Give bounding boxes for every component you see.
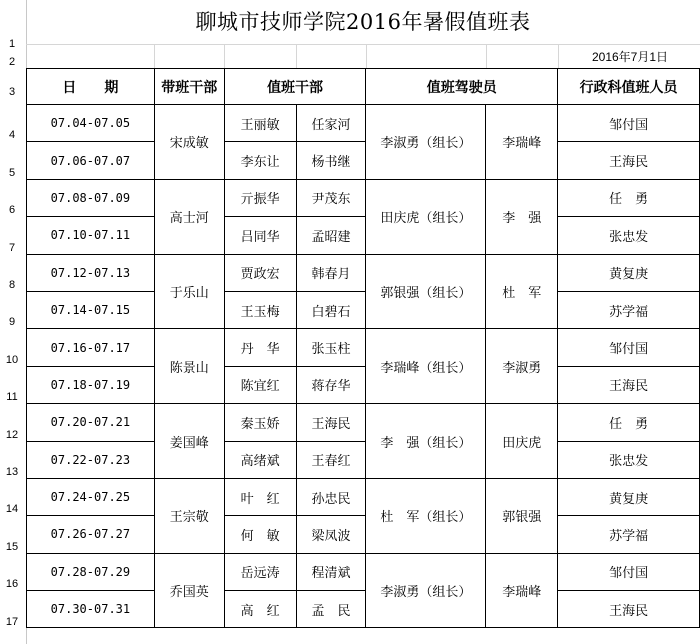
date-cell: 07.16-07.17 [27,329,155,366]
gridline [486,44,487,68]
duty-cell: 尹茂东 [296,179,366,216]
date-cell: 07.26-07.27 [27,516,155,553]
lead-cell: 高士河 [154,179,224,254]
duty-cell: 王海民 [296,404,366,441]
gridline [296,44,297,68]
table-row [27,441,700,478]
date-label: 2016年7月1日 [591,50,669,64]
row-number: 16 [5,578,19,591]
driver-leader-cell: 李淑勇（组长） [366,553,486,628]
row-number: 6 [8,204,16,217]
duty-cell: 亓振华 [224,179,296,216]
table-row [27,478,700,515]
lead-cell: 姜国峰 [154,404,224,479]
driver-leader-cell: 杜 军（组长） [366,478,486,553]
admin-cell: 张忠发 [558,441,700,478]
lead-cell: 陈景山 [154,329,224,404]
date-cell: 07.18-07.19 [27,366,155,403]
table-row [27,105,700,142]
driver-leader-cell: 李淑勇（组长） [366,105,486,180]
duty-cell: 王玉梅 [224,291,296,328]
row-number: 7 [8,241,16,254]
admin-cell: 苏学福 [558,291,700,328]
row-number: 13 [5,466,19,478]
gridline [558,44,559,68]
driver-cell: 李 强 [486,179,558,254]
driver-cell: 杜 军 [486,254,558,329]
admin-cell: 张忠发 [558,217,700,254]
date-cell: 07.20-07.21 [27,404,155,441]
row-number: 15 [5,540,19,553]
row-number: 10 [5,353,19,366]
duty-cell: 王丽敏 [224,105,296,142]
table-row [27,591,700,628]
table-row [27,329,700,366]
row-number: 8 [8,279,16,291]
duty-cell: 吕同华 [224,217,296,254]
driver-cell: 李瑞峰 [486,553,558,628]
duty-cell: 孟昭建 [296,217,366,254]
date-cell: 07.08-07.09 [27,179,155,216]
lead-cell: 王宗敬 [154,478,224,553]
duty-cell: 韩春月 [296,254,366,291]
driver-leader-cell: 李瑞峰（组长） [366,329,486,404]
header-row [27,69,700,105]
table-row [27,254,700,291]
duty-cell: 高 红 [224,591,296,628]
admin-cell: 邹付国 [558,329,700,366]
duty-cell: 李东让 [224,142,296,179]
duty-cell: 孟 民 [296,591,366,628]
driver-cell: 李淑勇 [486,329,558,404]
header-admin: 行政科值班人员 [558,69,700,105]
driver-leader-cell: 田庆虎（组长） [366,179,486,254]
page-title: 聊城市技师学院2016年暑假值班表 [195,10,531,34]
lead-cell: 乔国英 [154,553,224,628]
duty-cell: 程清斌 [296,553,366,590]
duty-cell: 叶 红 [224,478,296,515]
gridline [26,44,700,45]
driver-leader-cell: 郭银强（组长） [366,254,486,329]
gridline [224,44,225,68]
admin-cell: 任 勇 [558,179,700,216]
row-number: 14 [5,503,19,516]
lead-cell: 于乐山 [154,254,224,329]
row-number: 11 [6,391,18,404]
duty-cell: 秦玉娇 [224,404,296,441]
duty-cell: 陈宜红 [224,366,296,403]
admin-cell: 王海民 [558,591,700,628]
gridline [154,44,155,68]
admin-cell: 邹付国 [558,553,700,590]
date-cell: 07.10-07.11 [27,217,155,254]
date-cell: 07.24-07.25 [27,478,155,515]
duty-cell: 岳远涛 [224,553,296,590]
date-cell: 07.14-07.15 [27,291,155,328]
duty-cell: 王春红 [296,441,366,478]
row-header-column [0,0,27,644]
row-number: 4 [8,129,16,142]
duty-cell: 何 敏 [224,516,296,553]
duty-cell: 杨书继 [296,142,366,179]
schedule-table [26,68,700,628]
lead-cell: 宋成敏 [154,105,224,180]
driver-cell: 郭银强 [486,478,558,553]
table-row [27,516,700,553]
driver-cell: 李瑞峰 [486,105,558,180]
duty-cell: 高绪斌 [224,441,296,478]
row-number: 9 [8,316,16,329]
table-row [27,217,700,254]
admin-cell: 王海民 [558,366,700,403]
table-row [27,404,700,441]
date-cell: 07.22-07.23 [27,441,155,478]
admin-cell: 邹付国 [558,105,700,142]
header-driver: 值班驾驶员 [366,69,558,105]
header-date: 日 期 [27,69,155,105]
row-number: 1 [8,38,16,50]
table-row [27,142,700,179]
row-number: 17 [5,615,19,628]
admin-cell: 任 勇 [558,404,700,441]
date-cell: 07.30-07.31 [27,591,155,628]
table-row [27,553,700,590]
admin-cell: 黄复庚 [558,478,700,515]
row-number: 12 [5,428,19,441]
driver-cell: 田庆虎 [486,404,558,479]
duty-cell: 任家河 [296,105,366,142]
date-cell: 07.06-07.07 [27,142,155,179]
row-number: 5 [8,166,16,179]
date-cell: 07.04-07.05 [27,105,155,142]
table-row [27,179,700,216]
date-cell: 07.12-07.13 [27,254,155,291]
header-lead: 带班干部 [154,69,224,105]
duty-cell: 丹 华 [224,329,296,366]
date-cell: 07.28-07.29 [27,553,155,590]
admin-cell: 苏学福 [558,516,700,553]
table-row [27,291,700,328]
gridline [366,44,367,68]
header-duty: 值班干部 [224,69,366,105]
driver-leader-cell: 李 强（组长） [366,404,486,479]
duty-cell: 梁凤波 [296,516,366,553]
admin-cell: 王海民 [558,142,700,179]
duty-cell: 孙忠民 [296,478,366,515]
row-number: 2 [8,56,16,68]
duty-cell: 张玉柱 [296,329,366,366]
duty-cell: 贾政宏 [224,254,296,291]
row-number: 3 [8,86,16,98]
admin-cell: 黄复庚 [558,254,700,291]
duty-cell: 白碧石 [296,291,366,328]
table-row [27,366,700,403]
duty-cell: 蒋存华 [296,366,366,403]
